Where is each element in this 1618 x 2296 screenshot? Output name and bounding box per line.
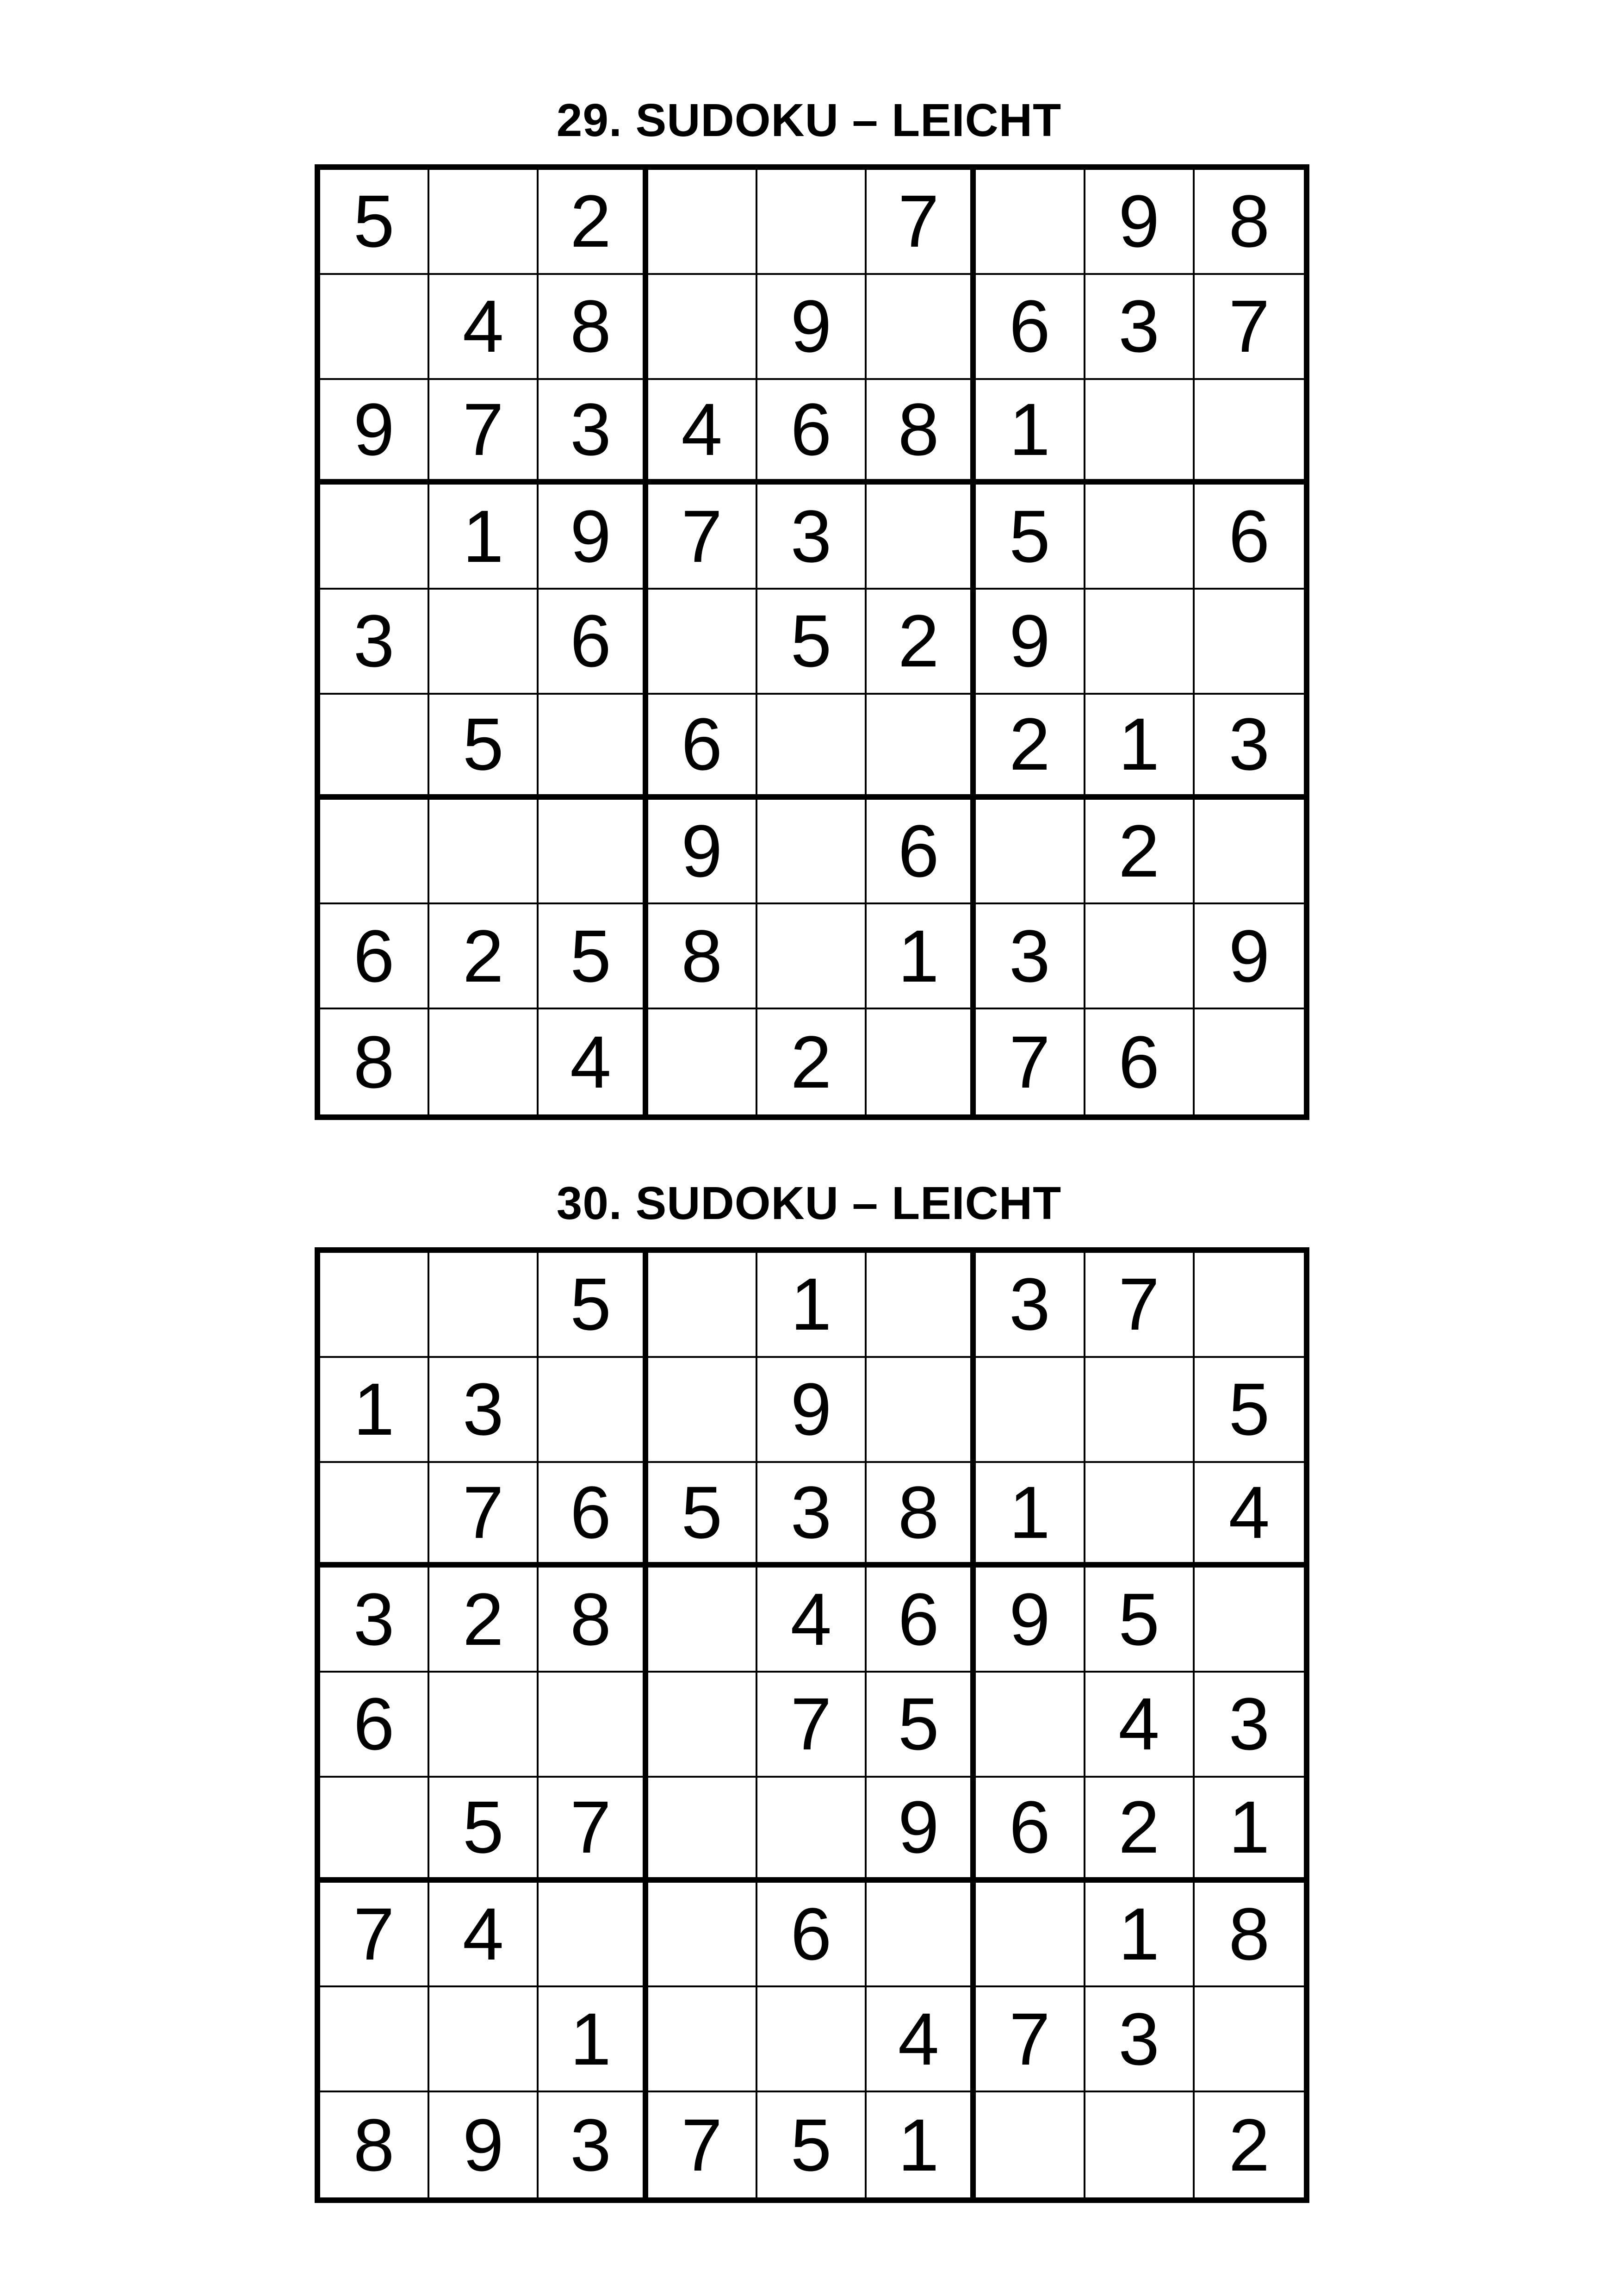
sudoku-cell <box>320 1778 429 1883</box>
sudoku-cell: 8 <box>539 275 648 380</box>
sudoku-cell <box>757 1778 867 1883</box>
sudoku-cell: 5 <box>867 1673 976 1778</box>
sudoku-cell: 6 <box>867 800 976 905</box>
sudoku-cell <box>648 1009 757 1114</box>
sudoku-cell <box>1195 590 1304 695</box>
sudoku-cell: 3 <box>1085 1987 1195 2092</box>
sudoku-cell <box>320 1463 429 1568</box>
sudoku-cell: 2 <box>1085 800 1195 905</box>
sudoku-cell: 7 <box>320 1883 429 1988</box>
sudoku-cell: 4 <box>867 1987 976 2092</box>
sudoku-cell <box>1085 1463 1195 1568</box>
sudoku-cell <box>867 1009 976 1114</box>
sudoku-cell: 3 <box>320 1568 429 1673</box>
sudoku-cell: 1 <box>320 1358 429 1463</box>
sudoku-cell: 2 <box>429 904 539 1009</box>
sudoku-cell <box>320 1253 429 1358</box>
sudoku-cell <box>976 2092 1085 2197</box>
sudoku-cell: 2 <box>757 1009 867 1114</box>
sudoku-cell: 3 <box>1195 1673 1304 1778</box>
sudoku-cell: 6 <box>757 380 867 485</box>
sudoku-cell: 3 <box>1195 695 1304 800</box>
sudoku-cell <box>429 1253 539 1358</box>
sudoku-cell <box>539 800 648 905</box>
sudoku-cell <box>757 170 867 275</box>
sudoku-cell: 4 <box>539 1009 648 1114</box>
sudoku-cell: 3 <box>429 1358 539 1463</box>
sudoku-cell: 7 <box>867 170 976 275</box>
sudoku-cell: 3 <box>539 2092 648 2197</box>
sudoku-grid <box>315 164 1309 1120</box>
sudoku-cell: 4 <box>1195 1463 1304 1568</box>
sudoku-cell: 6 <box>976 275 1085 380</box>
sudoku-cell: 6 <box>976 1778 1085 1883</box>
puzzle-title: 30. SUDOKU – LEICHT <box>556 1177 1062 1229</box>
sudoku-cell: 9 <box>1195 904 1304 1009</box>
sudoku-cell: 2 <box>867 590 976 695</box>
sudoku-cell <box>648 1883 757 1988</box>
sudoku-cell: 1 <box>976 380 1085 485</box>
sudoku-cell <box>1195 1987 1304 2092</box>
sudoku-cell <box>429 590 539 695</box>
sudoku-cell: 3 <box>976 904 1085 1009</box>
sudoku-cell <box>757 695 867 800</box>
sudoku-cell: 5 <box>1195 1358 1304 1463</box>
sudoku-cell: 1 <box>1085 1883 1195 1988</box>
sudoku-cell: 9 <box>976 590 1085 695</box>
sudoku-cell: 9 <box>757 275 867 380</box>
sudoku-cell <box>320 695 429 800</box>
sudoku-cell: 7 <box>1085 1253 1195 1358</box>
sudoku-cell: 1 <box>757 1253 867 1358</box>
sudoku-cell: 3 <box>976 1253 1085 1358</box>
sudoku-cell <box>648 1987 757 2092</box>
sudoku-cell: 5 <box>539 904 648 1009</box>
sudoku-cell <box>429 1987 539 2092</box>
sudoku-cell: 3 <box>757 485 867 590</box>
sudoku-cell: 3 <box>757 1463 867 1568</box>
sudoku-cell: 5 <box>539 1253 648 1358</box>
sudoku-cell: 2 <box>1085 1778 1195 1883</box>
sudoku-cell: 2 <box>539 170 648 275</box>
sudoku-cell <box>976 170 1085 275</box>
sudoku-cell: 1 <box>1195 1778 1304 1883</box>
sudoku-cell <box>867 485 976 590</box>
sudoku-cell <box>539 1673 648 1778</box>
sudoku-cell: 5 <box>757 590 867 695</box>
sudoku-grid <box>315 1247 1309 2203</box>
sudoku-cell: 9 <box>320 380 429 485</box>
sudoku-cell <box>976 1673 1085 1778</box>
sudoku-cell <box>1085 2092 1195 2197</box>
sudoku-cell <box>867 275 976 380</box>
sudoku-cell <box>539 1883 648 1988</box>
sudoku-cell <box>429 1009 539 1114</box>
puzzle-title: 29. SUDOKU – LEICHT <box>556 94 1062 146</box>
sudoku-cell: 4 <box>429 1883 539 1988</box>
sudoku-cell <box>867 1253 976 1358</box>
sudoku-cell <box>1085 590 1195 695</box>
sudoku-cell: 4 <box>429 275 539 380</box>
sudoku-cell: 5 <box>1085 1568 1195 1673</box>
sudoku-cell: 1 <box>539 1987 648 2092</box>
sudoku-cell: 6 <box>539 1463 648 1568</box>
sudoku-cell: 8 <box>1195 1883 1304 1988</box>
sudoku-cell: 3 <box>1085 275 1195 380</box>
sudoku-cell: 9 <box>867 1778 976 1883</box>
sudoku-cell <box>648 1673 757 1778</box>
sudoku-cell <box>320 275 429 380</box>
sudoku-cell: 6 <box>867 1568 976 1673</box>
sudoku-cell <box>1085 380 1195 485</box>
sudoku-cell <box>976 1358 1085 1463</box>
sudoku-cell <box>1085 485 1195 590</box>
sudoku-cell <box>648 1778 757 1883</box>
sudoku-cell: 6 <box>320 1673 429 1778</box>
sudoku-cell <box>1195 380 1304 485</box>
sudoku-cell <box>648 1568 757 1673</box>
sudoku-cell <box>976 1883 1085 1988</box>
sudoku-cell: 5 <box>429 1778 539 1883</box>
sudoku-cell: 1 <box>867 904 976 1009</box>
sudoku-cell <box>1195 800 1304 905</box>
sudoku-cell: 7 <box>539 1778 648 1883</box>
sudoku-cell <box>320 800 429 905</box>
sudoku-cell: 5 <box>757 2092 867 2197</box>
sudoku-cell <box>867 1883 976 1988</box>
sudoku-cell: 7 <box>648 485 757 590</box>
sudoku-cell <box>1085 1358 1195 1463</box>
sudoku-cell <box>757 800 867 905</box>
sudoku-cell <box>429 800 539 905</box>
sudoku-cell <box>867 1358 976 1463</box>
sudoku-cell: 8 <box>320 2092 429 2197</box>
sudoku-cell: 9 <box>539 485 648 590</box>
sudoku-cell: 5 <box>648 1463 757 1568</box>
sudoku-cell: 8 <box>320 1009 429 1114</box>
sudoku-cell <box>539 1358 648 1463</box>
sudoku-cell: 4 <box>757 1568 867 1673</box>
sudoku-cell: 3 <box>320 590 429 695</box>
sudoku-cell: 9 <box>429 2092 539 2197</box>
sudoku-cell: 4 <box>648 380 757 485</box>
sudoku-cell <box>648 1253 757 1358</box>
sudoku-cell: 7 <box>1195 275 1304 380</box>
sudoku-cell: 6 <box>757 1883 867 1988</box>
sudoku-cell: 2 <box>976 695 1085 800</box>
sudoku-cell: 8 <box>867 380 976 485</box>
sudoku-cell: 6 <box>1085 1009 1195 1114</box>
sudoku-cell: 3 <box>539 380 648 485</box>
sudoku-cell <box>320 485 429 590</box>
sudoku-cell <box>429 1673 539 1778</box>
sudoku-cell <box>1085 904 1195 1009</box>
sudoku-cell: 6 <box>539 590 648 695</box>
sudoku-cell: 7 <box>976 1987 1085 2092</box>
sudoku-cell: 4 <box>1085 1673 1195 1778</box>
sudoku-cell: 8 <box>539 1568 648 1673</box>
sudoku-cell: 8 <box>648 904 757 1009</box>
sudoku-cell: 9 <box>976 1568 1085 1673</box>
sudoku-cell <box>757 1987 867 2092</box>
sudoku-cell <box>648 590 757 695</box>
sudoku-cell: 1 <box>976 1463 1085 1568</box>
sudoku-cell <box>648 275 757 380</box>
sudoku-cell: 1 <box>429 485 539 590</box>
sudoku-cell <box>429 170 539 275</box>
sudoku-cell <box>1195 1568 1304 1673</box>
sudoku-cell: 6 <box>1195 485 1304 590</box>
sudoku-cell: 9 <box>757 1358 867 1463</box>
sudoku-cell: 1 <box>1085 695 1195 800</box>
sudoku-cell: 8 <box>867 1463 976 1568</box>
sudoku-cell: 9 <box>1085 170 1195 275</box>
sudoku-cell: 7 <box>976 1009 1085 1114</box>
sudoku-cell: 5 <box>320 170 429 275</box>
sudoku-cell <box>539 695 648 800</box>
sudoku-cell: 6 <box>648 695 757 800</box>
sudoku-cell <box>320 1987 429 2092</box>
sudoku-cell: 5 <box>976 485 1085 590</box>
sudoku-cell <box>1195 1253 1304 1358</box>
sudoku-cell: 5 <box>429 695 539 800</box>
sudoku-cell: 1 <box>867 2092 976 2197</box>
sudoku-cell <box>976 800 1085 905</box>
sudoku-cell: 2 <box>429 1568 539 1673</box>
sudoku-cell: 7 <box>648 2092 757 2197</box>
sudoku-cell: 7 <box>429 380 539 485</box>
sudoku-cell: 2 <box>1228 2103 1270 2186</box>
sudoku-cell <box>867 695 976 800</box>
sudoku-cell <box>757 904 867 1009</box>
sudoku-cell <box>648 1358 757 1463</box>
sudoku-cell <box>1195 1009 1304 1114</box>
sudoku-cell: 8 <box>1195 170 1304 275</box>
sudoku-cell <box>648 170 757 275</box>
sudoku-cell: 7 <box>429 1463 539 1568</box>
sudoku-cell: 7 <box>757 1673 867 1778</box>
sudoku-cell: 9 <box>648 800 757 905</box>
sudoku-cell: 6 <box>320 904 429 1009</box>
